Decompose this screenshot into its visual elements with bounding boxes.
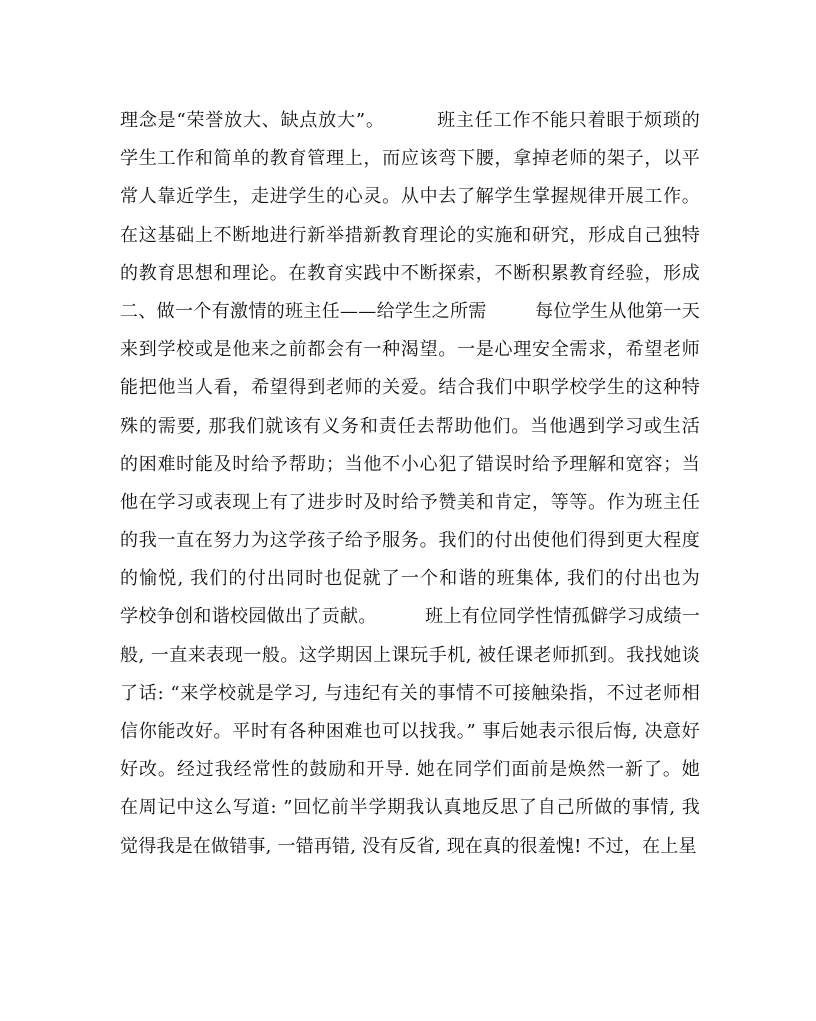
text-line: 来到学校或是他来之前都会有一种渴望。一是心理安全需求，希望老师 — [120, 339, 700, 361]
text-line: 的我一直在努力为这学孩子给予服务。我们的付出使他们得到更大程度 — [120, 530, 700, 552]
text-line: 理念是“荣誉放大、缺点放大”。 班主任工作不能只着眼于烦琐的 — [120, 110, 700, 131]
text-line: 常人靠近学生，走进学生的心灵。从中去了解学生掌握规律开展工作。 — [120, 186, 700, 208]
text-line: 学校争创和谐校园做出了贡献。 班上有位同学性情孤僻学习成绩一 — [120, 606, 700, 628]
text-line: 的困难时能及时给予帮助；当他不小心犯了错误时给予理解和宽容；当 — [120, 453, 700, 475]
text-line: 他在学习或表现上有了进步时及时给予赞美和肯定，等等。作为班主任 — [120, 491, 700, 513]
text-line: 在周记中这么写道: ”回忆前半学期我认真地反思了自己所做的事情, 我 — [120, 797, 700, 819]
text-line: 在这基础上不断地进行新举措新教育理论的实施和研究，形成自己独特 — [120, 224, 700, 246]
text-line: 的愉悦, 我们的付出同时也促就了一个和谐的班集体, 我们的付出也为 — [120, 568, 700, 590]
text-line: 般, 一直来表现一般。这学期因上课玩手机, 被任课老师抓到。我找她谈 — [120, 644, 700, 666]
text-line: 好改。经过我经常性的鼓励和开导. 她在同学们面前是焕然一新了。她 — [120, 759, 700, 781]
text-line: 能把他当人看，希望得到老师的关爱。结合我们中职学校学生的这种特 — [120, 377, 700, 399]
body-text — [120, 102, 700, 866]
text-line: 了话: “来学校就是学习, 与违纪有关的事情不可接触染指，不过老师相 — [120, 682, 700, 704]
text-line: 殊的需要, 那我们就该有义务和责任去帮助他们。当他遇到学习或生活 — [120, 415, 700, 437]
text-line: 二、做一个有激情的班主任——给学生之所需 每位学生从他第一天 — [120, 300, 700, 322]
text-line: 学生工作和简单的教育管理上，而应该弯下腰，拿掉老师的架子，以平 — [120, 148, 700, 170]
text-line: 的教育思想和理论。在教育实践中不断探索，不断积累教育经验，形成 — [120, 262, 700, 284]
text-line: 觉得我是在做错事, 一错再错, 没有反省, 现在真的很羞愧! 不过，在上星 — [120, 835, 697, 857]
text-line: 信你能改好。平时有各种困难也可以找我。” 事后她表示很后悔, 决意好 — [120, 721, 700, 742]
